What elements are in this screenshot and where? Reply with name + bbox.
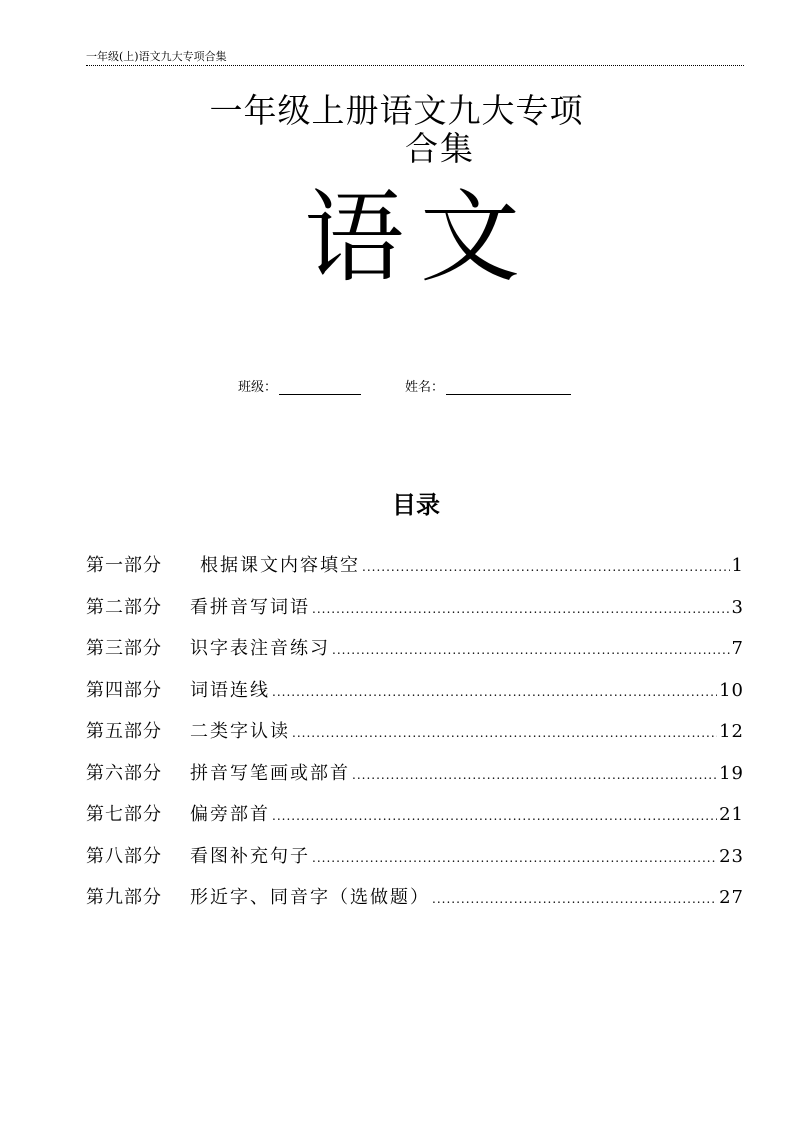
name-label: 姓名：	[405, 380, 445, 395]
student-info-row	[238, 379, 571, 397]
toc-page-number: 27	[719, 887, 744, 908]
toc-entry[interactable]	[86, 676, 744, 718]
subject-heading: 语文	[304, 179, 536, 296]
toc-title: 目录	[392, 491, 440, 519]
toc-entry-title: 形近字、同音字（选做题）	[190, 887, 430, 908]
toc-page-number: 10	[719, 679, 744, 701]
toc-entry-title: 识字表注音练习	[190, 638, 330, 659]
toc-entry[interactable]	[86, 551, 744, 593]
toc-entry[interactable]	[86, 634, 744, 676]
toc-entry[interactable]	[86, 883, 744, 925]
toc-page-number: 19	[719, 762, 744, 784]
toc-entry-title: 根据课文内容填空	[200, 555, 360, 576]
toc-page-number: 12	[719, 721, 744, 742]
toc-entry-title: 看拼音写词语	[190, 596, 310, 618]
toc-leader	[272, 685, 717, 699]
toc-page-number: 1	[731, 555, 744, 576]
toc-part: 第一部分	[86, 555, 162, 576]
toc-leader	[332, 643, 730, 657]
toc-entry[interactable]	[86, 842, 744, 884]
toc-entry-title: 偏旁部首	[190, 804, 270, 825]
toc-part: 第八部分	[86, 845, 162, 867]
table-of-contents	[86, 551, 744, 925]
toc-page-number: 23	[719, 845, 744, 867]
name-blank[interactable]	[446, 380, 571, 395]
toc-leader	[312, 602, 730, 616]
running-header: 一年级(上)语文九大专项合集	[86, 50, 744, 66]
toc-part: 第三部分	[86, 638, 162, 659]
toc-entry-title: 拼音写笔画或部首	[190, 762, 350, 784]
toc-entry[interactable]	[86, 800, 744, 842]
toc-leader	[292, 726, 717, 740]
toc-entry[interactable]	[86, 593, 744, 635]
toc-part: 第七部分	[86, 804, 162, 825]
toc-page-number: 7	[731, 638, 744, 659]
class-label: 班级：	[238, 380, 278, 395]
toc-leader	[362, 560, 730, 574]
toc-entry[interactable]	[86, 717, 744, 759]
toc-part: 第二部分	[86, 596, 162, 618]
toc-entry-title: 看图补充句子	[190, 845, 310, 867]
toc-leader	[432, 892, 717, 906]
document-title: 一年级上册语文九大专项	[209, 91, 584, 130]
toc-page-number: 3	[731, 596, 744, 618]
toc-part: 第六部分	[86, 762, 162, 784]
toc-part: 第四部分	[86, 679, 162, 701]
class-blank[interactable]	[279, 380, 361, 395]
toc-entry-title: 二类字认读	[190, 721, 290, 742]
toc-entry-title: 词语连线	[190, 679, 270, 701]
document-subtitle: 合集	[405, 129, 475, 168]
toc-leader	[272, 809, 717, 823]
toc-entry[interactable]	[86, 759, 744, 801]
toc-page-number: 21	[719, 804, 744, 825]
toc-leader	[352, 768, 717, 782]
toc-leader	[312, 851, 717, 865]
toc-part: 第五部分	[86, 721, 162, 742]
toc-part: 第九部分	[86, 887, 162, 908]
